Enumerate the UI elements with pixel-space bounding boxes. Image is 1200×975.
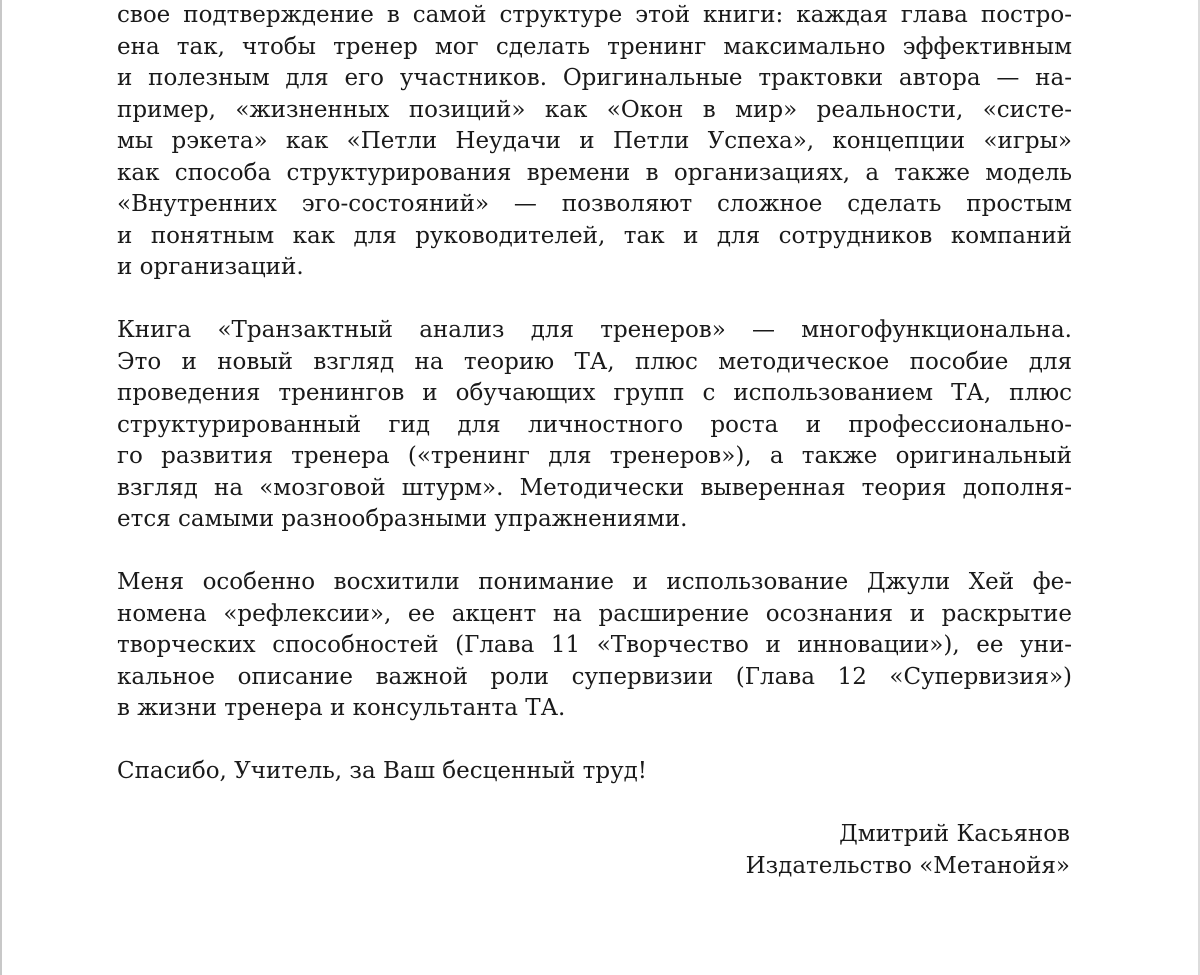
text-line: номена «рефлексии», ее акцент на расширение осознания и раскрытие (117, 600, 1072, 627)
signature-block (117, 819, 1072, 882)
text-line: «Внутренних эго-состояний» — позволяют сложное сделать простым (117, 191, 1072, 217)
text-line: Книга «Транзактный анализ для тренеров» — многофункциональна. (117, 317, 1072, 343)
text-line: го развития тренера («тренинг для тренеров»), а также оригинальный (117, 443, 1072, 469)
signature-name: Дмитрий Касьянов (839, 821, 1070, 847)
text-line: ена так, чтобы тренер мог сделать тренинг максимально эффективным (117, 33, 1072, 60)
text-line: ется самыми разнообразными упражнениями. (117, 506, 688, 532)
text-line: пример, «жизненных позиций» как «Окон в мир» реальности, «систе- (117, 96, 1072, 123)
text-line: взгляд на «мозговой штурм». Методически выверенная теория дополня- (117, 474, 1072, 501)
paragraph-spacer (117, 284, 1072, 316)
text-line: и полезным для его участников. Оригинальные трактовки автора — на- (117, 65, 1072, 91)
text-line: и понятным как для руководителей, так и для сотрудников компаний (117, 222, 1072, 249)
text-line: Меня особенно восхитили понимание и использование Джули Хей фе- (117, 569, 1072, 595)
text-line: кальное описание важной роли супервизии (Глава 12 «Супервизия») (117, 663, 1072, 690)
paragraph-spacer (117, 725, 1072, 757)
text-line: проведения тренингов и обучающих групп с использованием ТА, плюс (117, 380, 1072, 406)
text-line: Это и новый взгляд на теорию ТА, плюс методическое пособие для (117, 348, 1072, 375)
text-line: творческих способностей (Глава 11 «Творчество и инновации»), ее уни- (117, 632, 1072, 658)
page-content (117, 0, 1072, 882)
text-line: мы рэкета» как «Петли Неудачи и Петли Успеха», концепции «игры» (117, 128, 1072, 154)
text-line: свое подтверждение в самой структуре этой книги: каждая глава постро- (117, 2, 1072, 28)
text-line: как способа структурирования времени в организациях, а также модель (117, 159, 1072, 186)
paragraph-2 (117, 315, 1072, 536)
paragraph-spacer (117, 536, 1072, 568)
text-line: и организаций. (117, 254, 304, 280)
signature-publisher: Издательство «Метанойя» (745, 852, 1070, 879)
text-line: структурированный гид для личностного роста и профессионально- (117, 411, 1072, 438)
closing-line: Спасибо, Учитель, за Ваш бесценный труд! (117, 758, 648, 784)
paragraph-1 (117, 0, 1072, 284)
page-left-edge (0, 0, 2, 975)
text-line: в жизни тренера и консультанта ТА. (117, 695, 566, 721)
paragraph-3 (117, 567, 1072, 725)
